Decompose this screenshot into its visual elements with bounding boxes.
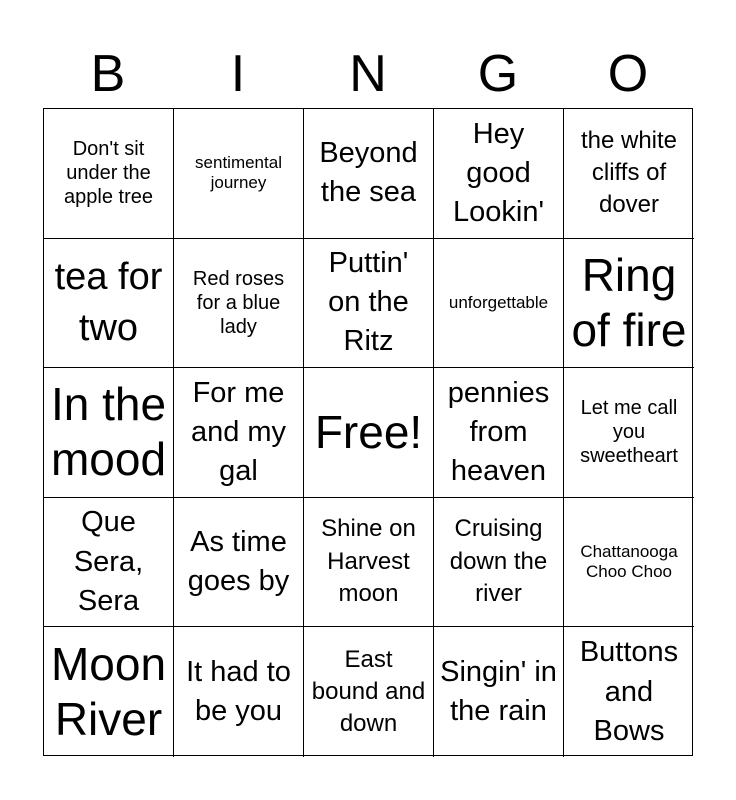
bingo-cell[interactable]: the white cliffs of dover	[564, 109, 694, 239]
bingo-cell[interactable]: Cruising down the river	[434, 498, 564, 628]
header-letter-g: G	[477, 45, 519, 103]
bingo-cell[interactable]: East bound and down	[304, 627, 434, 757]
bingo-cell[interactable]: Buttons and Bows	[579, 636, 679, 747]
bingo-cell[interactable]: Moon River	[44, 627, 174, 757]
bingo-cell[interactable]: For me and my gal	[174, 368, 304, 498]
bingo-cell[interactable]: Red roses for a blue lady	[174, 239, 304, 369]
header-letter-n: N	[349, 45, 387, 103]
bingo-header	[43, 40, 693, 108]
bingo-cell[interactable]: tea for two	[44, 239, 174, 369]
bingo-cell[interactable]: Singin' in the rain	[434, 627, 564, 757]
bingo-cell[interactable]: Shine on Harvest moon	[304, 498, 434, 628]
header-letter-b: B	[90, 45, 126, 103]
bingo-cell[interactable]: Puttin' on the Ritz	[304, 239, 434, 369]
bingo-cell[interactable]: Let me call you sweetheart	[564, 368, 694, 498]
bingo-cell[interactable]: Hey good Lookin'	[434, 109, 564, 239]
bingo-cell[interactable]: It had to be you	[174, 627, 304, 757]
bingo-board	[43, 108, 693, 756]
bingo-cell[interactable]: Que Sera, Sera	[44, 498, 174, 628]
bingo-cell[interactable]: Don't sit under the apple tree	[44, 109, 174, 239]
header-letter-i: I	[230, 45, 246, 103]
bingo-cell[interactable]: Beyond the sea	[304, 109, 434, 239]
bingo-cell[interactable]: As time goes by	[174, 498, 304, 628]
free-space-cell[interactable]: Free!	[304, 368, 434, 498]
bingo-cell[interactable]: In the mood	[44, 368, 174, 498]
header-letter-o: O	[607, 45, 649, 103]
bingo-cell[interactable]: Chattanooga Choo Choo	[564, 498, 694, 628]
bingo-cell[interactable]: Ring of fire	[564, 239, 694, 369]
bingo-cell[interactable]: pennies from heaven	[434, 368, 564, 498]
bingo-cell[interactable]: sentimental journey	[174, 109, 304, 239]
bingo-cell[interactable]: unforgettable	[434, 239, 564, 369]
